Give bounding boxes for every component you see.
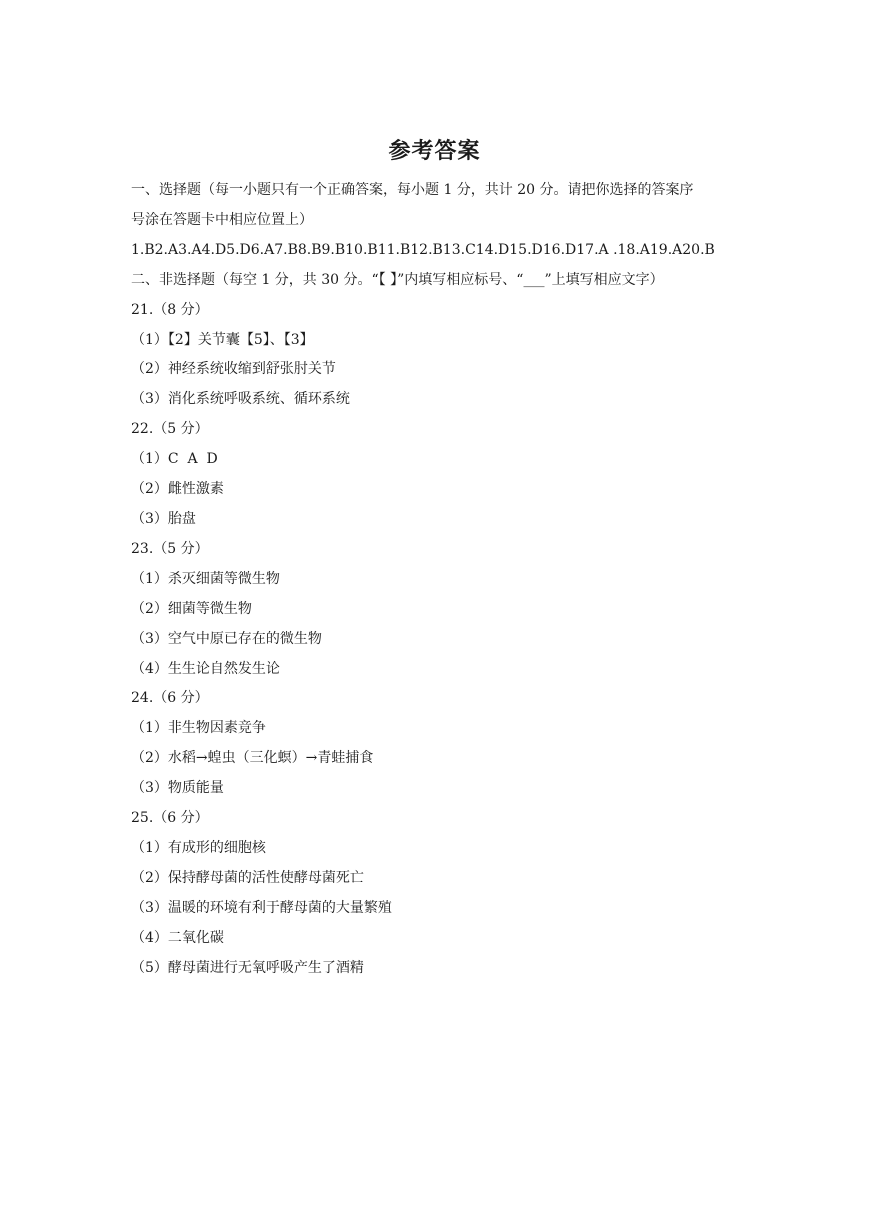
q24-answer-1: （1）非生物因素竞争 [131, 720, 266, 737]
q23-answer-3: （3）空气中原已存在的微生物 [131, 630, 322, 647]
page-title: 参考答案 [388, 138, 481, 164]
q22-answer-3: （3）胎盘 [131, 510, 196, 527]
q22-label: 22.（5 分） [131, 421, 209, 438]
answer-content [131, 176, 751, 983]
q24-answer-2: （2）水稻→蝗虫（三化螟）→青蛙捕食 [131, 750, 374, 767]
q21-answer-2: （2）神经系统收缩到舒张肘关节 [131, 361, 336, 378]
q25-answer-2: （2）保持酵母菌的活性使酵母菌死亡 [131, 869, 364, 886]
q23-answer-4: （4）生生论自然发生论 [131, 660, 280, 677]
q21-answer-1: （1）【2】关节囊【5】、【3】 [131, 331, 314, 348]
q24-answer-3: （3）物质能量 [131, 780, 224, 797]
q25-answer-3: （3）温暖的环境有利于酵母菌的大量繁殖 [131, 899, 392, 916]
q25-label: 25.（6 分） [131, 810, 209, 827]
q23-answer-2: （2）细菌等微生物 [131, 600, 252, 617]
section1-answers: 1.B2.A3.A4.D5.D6.A7.B8.B9.B10.B11.B12.B13.C14.D15.D16.D17.A .18.A19.A20.B [131, 241, 715, 258]
q21-label: 21.（8 分） [131, 301, 209, 318]
q25-answer-5: （5）酵母菌进行无氧呼吸产生了酒精 [131, 959, 364, 976]
section1-heading-line2: 号涂在答题卡中相应位置上） [131, 211, 313, 228]
section2-heading: 二、非选择题（每空 1 分，共 30 分。“【 】”内填写相应标号、“___”上填写相应文字） [131, 271, 664, 288]
q22-answer-1: （1）C A D [131, 451, 218, 468]
q23-label: 23.（5 分） [131, 540, 209, 557]
q21-answer-3: （3）消化系统呼吸系统、循环系统 [131, 391, 350, 408]
q24-label: 24.（6 分） [131, 690, 209, 707]
section1-heading-line1: 一、选择题（每一小题只有一个正确答案，每小题 1 分，共计 20 分。请把你选择的答案序 [131, 182, 694, 198]
q23-answer-1: （1）杀灭细菌等微生物 [131, 570, 280, 587]
q25-answer-4: （4）二氧化碳 [131, 929, 224, 946]
q25-answer-1: （1）有成形的细胞核 [131, 839, 266, 856]
q22-answer-2: （2）雌性激素 [131, 481, 224, 498]
